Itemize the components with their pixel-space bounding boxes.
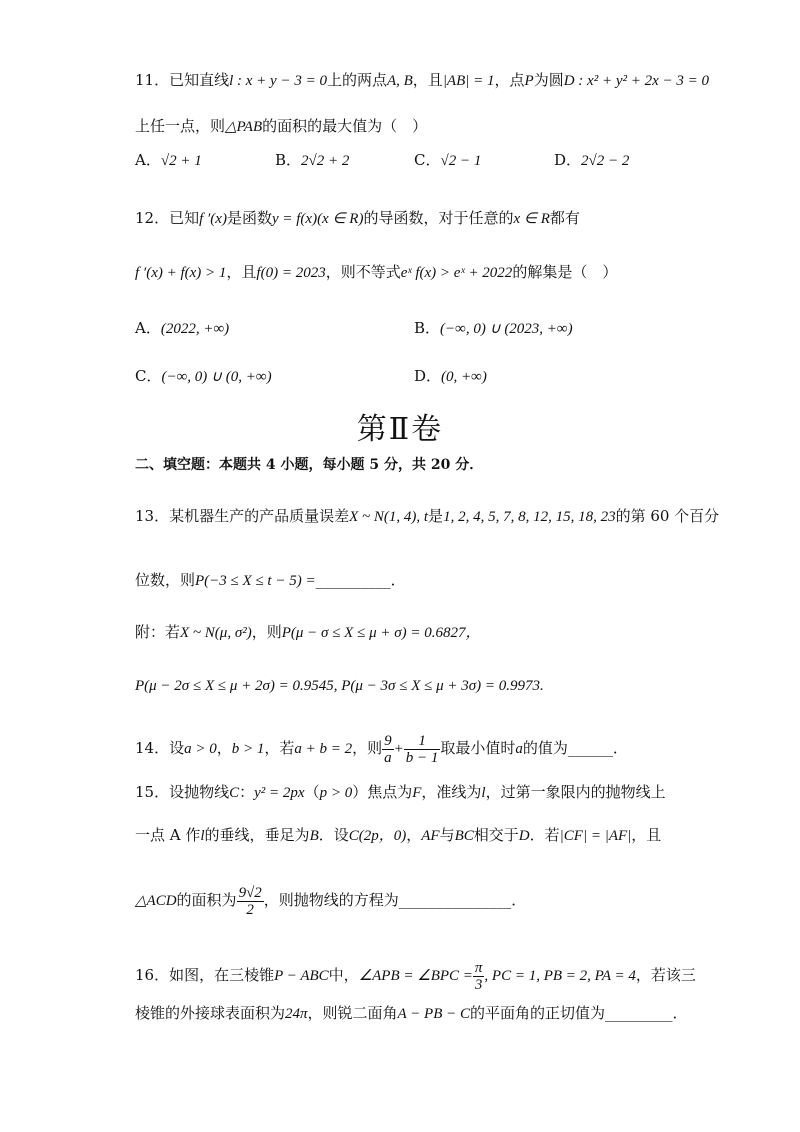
q12-inequality: eˣ f(x) > eˣ + 2022 (400, 265, 513, 281)
q11-text: 的面积的最大值为（ ） (262, 117, 428, 135)
option-label: B． (275, 151, 302, 169)
q12-condition: f ′(x) + f(x) > 1 (135, 265, 227, 281)
q15-var-c: C (229, 785, 240, 801)
q12-line2 (135, 262, 617, 283)
q13-text: ，则 (251, 623, 282, 641)
q15-text: ，则抛物线的方程为_______________． (263, 891, 527, 909)
q15-p-condition: p > 0 (319, 785, 353, 801)
q16-text: 棱锥的外接球表面积为 (135, 1004, 286, 1022)
q12-text: ，则不等式 (325, 263, 401, 281)
option-value: √2 − 1 (440, 153, 482, 169)
option-value: (2022, +∞) (160, 321, 230, 337)
q15-text: ， (406, 826, 422, 844)
q15-var-d: D (518, 828, 530, 844)
q11-option-a (135, 150, 202, 171)
q16-dihedral-angle: A − PB − C (397, 1006, 471, 1022)
fraction-denominator: 2 (246, 901, 254, 918)
q12-initial-value: f(0) = 2023 (256, 265, 326, 281)
q12-text: 是函数 (226, 209, 272, 227)
q15-text: 15．设抛物线 (135, 783, 230, 801)
fraction-denominator: b − 1 (405, 749, 439, 766)
q12-text: 的导函数，对于任意的 (363, 209, 514, 227)
q14-text: 14．设 (135, 739, 185, 757)
q15-line3 (135, 880, 526, 921)
q13-text: 是 (428, 507, 444, 525)
q15-var-f: F (412, 785, 422, 801)
q15-text: ，准线为 (421, 783, 482, 801)
q15-text: 与 (439, 826, 455, 844)
q14-text: 的值为______． (522, 739, 628, 757)
q16-pi-fraction (473, 960, 485, 993)
q12-text: 的解集是（ ） (512, 263, 618, 281)
q11-option-d (554, 150, 629, 171)
option-value: 2√2 − 2 (581, 153, 630, 169)
q11-text: ，且 (412, 71, 443, 89)
option-value: (−∞, 0) ∪ (0, +∞) (161, 369, 272, 385)
q11-points: A, B (386, 73, 413, 89)
q16-angles: ∠APB = ∠BPC = (358, 968, 473, 984)
q11-line1 (135, 70, 709, 91)
q15-text: ，且 (631, 826, 662, 844)
q15-segment-bc: BC (454, 828, 474, 844)
q15-var-l: l (200, 828, 205, 844)
q15-triangle: △ACD (135, 893, 177, 909)
q11-option-c (414, 150, 481, 171)
q13-line1 (135, 506, 719, 527)
q11-text: 上任一点，则 (135, 117, 226, 135)
q13-probability: P(−3 ≤ X ≤ t − 5) = (195, 573, 316, 589)
q15-text: ）焦点为 (352, 783, 413, 801)
q11-text: 为圆 (533, 71, 564, 89)
q11-text: 11．已知直线 (135, 71, 230, 89)
q15-parabola-equation: y² = 2px (254, 785, 305, 801)
q16-text: 中， (328, 966, 359, 984)
q11-line-equation: l : x + y − 3 = 0 (229, 73, 327, 89)
q15-text: 的垂线，垂足为 (204, 826, 310, 844)
q14-text: ，若 (264, 739, 295, 757)
q12-option-c (135, 366, 272, 387)
q14-plus: + (393, 741, 404, 757)
q11-point-p: P (524, 73, 534, 89)
q15-var-l: l (481, 785, 486, 801)
q14-line (135, 728, 628, 769)
q14-fraction-1 (382, 733, 394, 766)
q15-text: 相交于 (473, 826, 519, 844)
q15-area-fraction (237, 885, 264, 918)
q16-text: ，若该三 (635, 966, 696, 984)
q15-text: （ (304, 783, 320, 801)
option-label: D． (414, 367, 442, 385)
q13-distribution: X ~ N(1, 4), t (349, 509, 429, 525)
q13-sequence: 1, 2, 4, 5, 7, 8, 12, 15, 18, 23 (443, 509, 616, 525)
q15-text: 的面积为 (176, 891, 237, 909)
q13-text: 13．某机器生产的产品质量误差 (135, 507, 350, 525)
q15-var-b: B (309, 828, 319, 844)
option-label: A． (135, 319, 161, 337)
q15-text: ．设 (318, 826, 349, 844)
option-label: D． (554, 151, 582, 169)
q11-text: ，点 (494, 71, 525, 89)
q11-option-b (275, 150, 349, 171)
q15-line1 (135, 782, 666, 803)
q12-option-a (135, 318, 229, 339)
q13-note-line1 (135, 622, 481, 643)
option-label: C． (414, 151, 441, 169)
q16-lengths: , PC = 1, PB = 2, PA = 4 (484, 968, 636, 984)
q11-ab-length: |AB| = 1 (442, 73, 495, 89)
q13-text: 的第 60 个百分 (615, 507, 720, 525)
option-value: 2√2 + 2 (301, 153, 350, 169)
q14-cond-b: b > 1 (231, 741, 265, 757)
option-value: √2 + 1 (160, 153, 202, 169)
q11-triangle: △PAB (225, 119, 263, 135)
q15-text: 一点 A 作 (135, 826, 201, 844)
q13-note-line2: P(μ − 2σ ≤ X ≤ μ + 2σ) = 0.9545, P(μ − 3σ ≤ X ≤ μ + 3σ) = 0.9973. (135, 678, 544, 694)
fraction-denominator: a (384, 749, 392, 766)
q15-line2 (135, 825, 661, 846)
q15-segment-af: AF (421, 828, 440, 844)
q14-text: ，则 (352, 739, 383, 757)
q15-text: ．若 (529, 826, 560, 844)
option-label: C． (135, 367, 162, 385)
q12-line1 (135, 208, 580, 229)
q16-text: ，则锐二面角 (307, 1004, 398, 1022)
q13-note-distribution: X ~ N(μ, σ²) (180, 625, 252, 641)
q14-var-a: a (515, 741, 523, 757)
option-label: B． (414, 319, 441, 337)
q11-text: 上的两点 (326, 71, 387, 89)
q14-text: 取最小值时 (440, 739, 516, 757)
q15-text: ，过第一象限内的抛物线上 (485, 783, 666, 801)
q12-derivative: f ′(x) (199, 211, 227, 227)
q13-answer-blank: __________． (315, 571, 406, 589)
fraction-denominator: 3 (474, 976, 483, 993)
q14-text: ， (216, 739, 232, 757)
q12-function: y = f(x)(x ∈ R) (271, 211, 364, 227)
fraction-numerator: 9 (384, 732, 392, 749)
section-heading: 二、填空题：本题共 4 小题，每小题 5 分，共 20 分． (135, 457, 484, 473)
q16-text: 16．如图，在三棱锥 (135, 966, 275, 984)
q14-cond-sum: a + b = 2 (294, 741, 353, 757)
q13-note-prob1: P(μ − σ ≤ X ≤ μ + σ) = 0.6827， (281, 625, 481, 641)
q12-text: ，且 (226, 263, 257, 281)
fraction-numerator: π (474, 959, 483, 976)
q15-equal-lengths: |CF| = |AF| (559, 828, 632, 844)
q13-line2 (135, 570, 406, 591)
q15-point-c: C(2p，0) (348, 828, 407, 844)
q16-pyramid: P − ABC (274, 968, 329, 984)
fraction-numerator: 1 (404, 733, 441, 750)
q14-cond-a: a > 0 (184, 741, 217, 757)
option-value: (−∞, 0) ∪ (2023, +∞) (440, 321, 573, 337)
q12-domain: x ∈ R (513, 211, 550, 227)
q13-text: 位数，则 (135, 571, 196, 589)
option-label: A． (135, 151, 161, 169)
q14-fraction-2 (404, 733, 441, 766)
q12-option-b (414, 318, 573, 339)
q13-text: 附：若 (135, 623, 181, 641)
option-value: (0, +∞) (441, 369, 487, 385)
q12-option-d (414, 366, 487, 387)
q16-line2 (135, 1003, 688, 1024)
q11-line2 (135, 116, 427, 137)
fraction-numerator: 9√2 (238, 884, 262, 901)
q12-text: 都有 (549, 209, 580, 227)
q11-circle-equation: D : x² + y² + 2x − 3 = 0 (563, 73, 710, 89)
q12-text: 12．已知 (135, 209, 200, 227)
q15-text: ： (239, 783, 255, 801)
section-title: 第Ⅱ卷 (356, 412, 444, 447)
q16-text: 的平面角的正切值为_________． (470, 1004, 688, 1022)
q16-line1 (135, 955, 696, 996)
q16-sphere-area: 24π (285, 1006, 308, 1022)
